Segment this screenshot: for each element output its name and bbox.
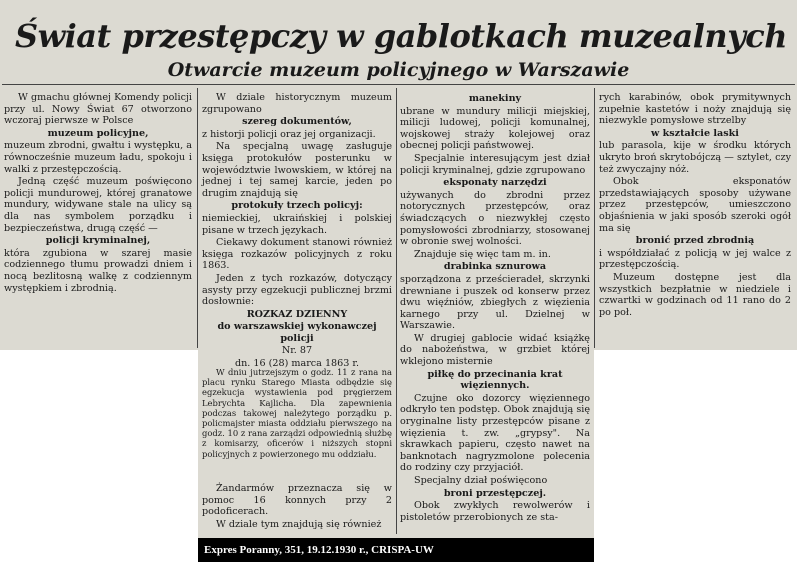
column-rule-3 [594,88,595,348]
paragraph: niemieckiej, ukraińskiej i polskiej pisane w trzech językach. [202,212,392,236]
section-heading: bronić przed zbrodnią [635,235,755,247]
paragraph: która zgubiona w szarej masie codziennego tłumu prowadzi dniem i nocą bezlitosną walkę z codziennym występkiem i zbrodnią. [4,247,192,294]
paragraph: Jeden z tych rozkazów, dotyczący asysty przy egzekucji publicznej brzmi dosłownie: [202,272,392,308]
column-2-order-text [202,367,392,460]
section-heading: policji kryminalnej, [45,235,151,247]
section-heading: do warszawskiej wykonawczej policji [217,321,377,344]
section-heading: ROZKAZ DZIENNY [246,308,348,320]
paragraph: W dziale historycznym muzeum zgrupowano [202,92,392,115]
source-caption: Expres Poranny, 351, 19.12.1930 r., CRISPA-UW [198,538,594,562]
paragraph: Specjalnie interesującym jest dział policji kryminalnej, gdzie zgrupowano [400,152,590,176]
section-heading: manekiny [468,93,522,104]
paragraph: i współdziałać z policją w jej walce z przestępczością. [599,247,791,271]
paragraph: z historji policji oraz jej organizacji. [202,128,376,140]
section-heading: eksponaty narzędzi [443,177,547,189]
section-heading: muzeum policyjne, [47,127,149,139]
paragraph: Na specjalną uwagę zasługuje księga protokułów posterunku w województwie lwowskiem, w której na jednej i tej samej karcie, jeden po drugim znajdują się [202,141,392,199]
paragraph: Obok zwykłych rewolwerów i pistoletów przerobionych ze sta- [400,500,590,523]
paragraph: Ciekawy dokument stanowi również księga rozkazów policyjnych z roku 1863. [202,237,392,272]
paragraph: Znajduje się więc tam m. in. [414,248,551,260]
column-rule-2 [396,88,397,534]
paragraph: Czujne oko dozorcy więziennego odkryło ten podstęp. Obok znajdują się oryginalne listy przestępców pisane z więzienia t. zw. „grypsy". Na skrawkach papieru, często nawet na banknotach nagryzmolone polecenia do rodziny czy przyjaciół. [400,392,590,474]
paragraph: W dziale tym znajdują się również [216,518,382,530]
column-2 [202,92,392,371]
column-1 [4,92,192,295]
section-heading: w kształcie laski [651,127,739,139]
paragraph: muzeum zbrodni, gwałtu i występku, a równocześnie muzeum ładu, spokoju i walki z przestępczością. [4,140,192,175]
paragraph: używanych do zbrodni przez notorycznych przestępców, oraz świadczących o niezwykłej często pomysłowości zbrodniarzy, stosowanej w obronie swej wolności. [400,189,590,248]
paragraph: ubrane w mundury milicji miejskiej, milicji ludowej, policji komunalnej, wojskowej straży kolejowej oraz obecnej policji państwowej. [400,105,590,152]
title-rule [2,84,795,85]
column-2-tail [202,483,392,531]
headline: Świat przestępczy w gablotkach muzealnych [14,17,788,55]
paragraph: W gmachu głównej Komendy policji przy ul. Nowy Świat 67 otworzono wczoraj pierwsze w Polsce [4,92,192,127]
paragraph: Muzeum dostępne jest dla wszystkich bezpłatnie w niedziele i czwartki w godzinach od 11 rano do 2 po poł. [599,271,791,318]
column-rule-1 [197,88,198,348]
paragraph: Nr. 87 [281,345,313,357]
paragraph: Obok eksponatów przedstawiających sposoby używane przez przestępców, umieszczono objaśnienia w jaki sposób szeroki ogół ma się [599,176,791,234]
section-heading: szereg dokumentów, [242,116,352,128]
column-3 [400,92,590,524]
section-heading: protokuły trzech policyj: [231,200,363,212]
section-heading: drabinka sznurowa [443,261,547,273]
column-4 [599,92,791,319]
subheadline: Otwarcie muzeum policyjnego w Warszawie [167,59,630,81]
section-heading: broni przestępczej. [443,487,547,499]
paragraph: Żandarmów przeznacza się w pomoc 16 konnych przy 2 podoficerach. [202,483,392,518]
paragraph: lub parasola, kije w środku których ukryto broń skrytobójczą — sztylet, czy też zwyczajny nóż. [599,140,791,175]
paragraph: dn. 16 (28) marca 1863 r. [234,358,359,370]
order-paragraph: W dniu jutrzejszym o godz. 11 z rana na placu rynku Starego Miasta odbędzie się egzekucja wystawienia pod pręgierzem Lebrychta Kajlicha. Dla zapewnienia podczas takowej należytego porządku p. policmajster miasta oddziału pierwszego na godz. 10 z rana zarządzi odpowiednią służbę z komisarzy, oficerów i niższych stopni policyjnych z powierzonego mu oddziału. [202,367,392,459]
paragraph: sporządzona z prześcieradeł, skrzynki drewniane i puszek od konserw przez dwu więźniów, zbiegłych z więzienia karnego przy ul. Dzielnej w Warszawie. [400,273,590,332]
section-heading: piłkę do przecinania krat więziennych. [427,368,563,392]
paragraph: Jedną część muzeum poświęcono policji mundurowej, której granatowe mundury, widywane stale na ulicy są dla nas symbolem porządku i bezpieczeństwa, drugą część — [4,176,192,234]
paragraph: W drugiej gablocie widać książkę do nabożeństwa, w grzbiet której wklejono misternie [400,332,590,368]
paragraph: rych karabinów, obok prymitywnych zupełnie kastetów i noży znajdują się niezwykle pomysłowe strzelby [599,92,791,127]
paragraph: Specjalny dział poświęcono [414,475,548,486]
